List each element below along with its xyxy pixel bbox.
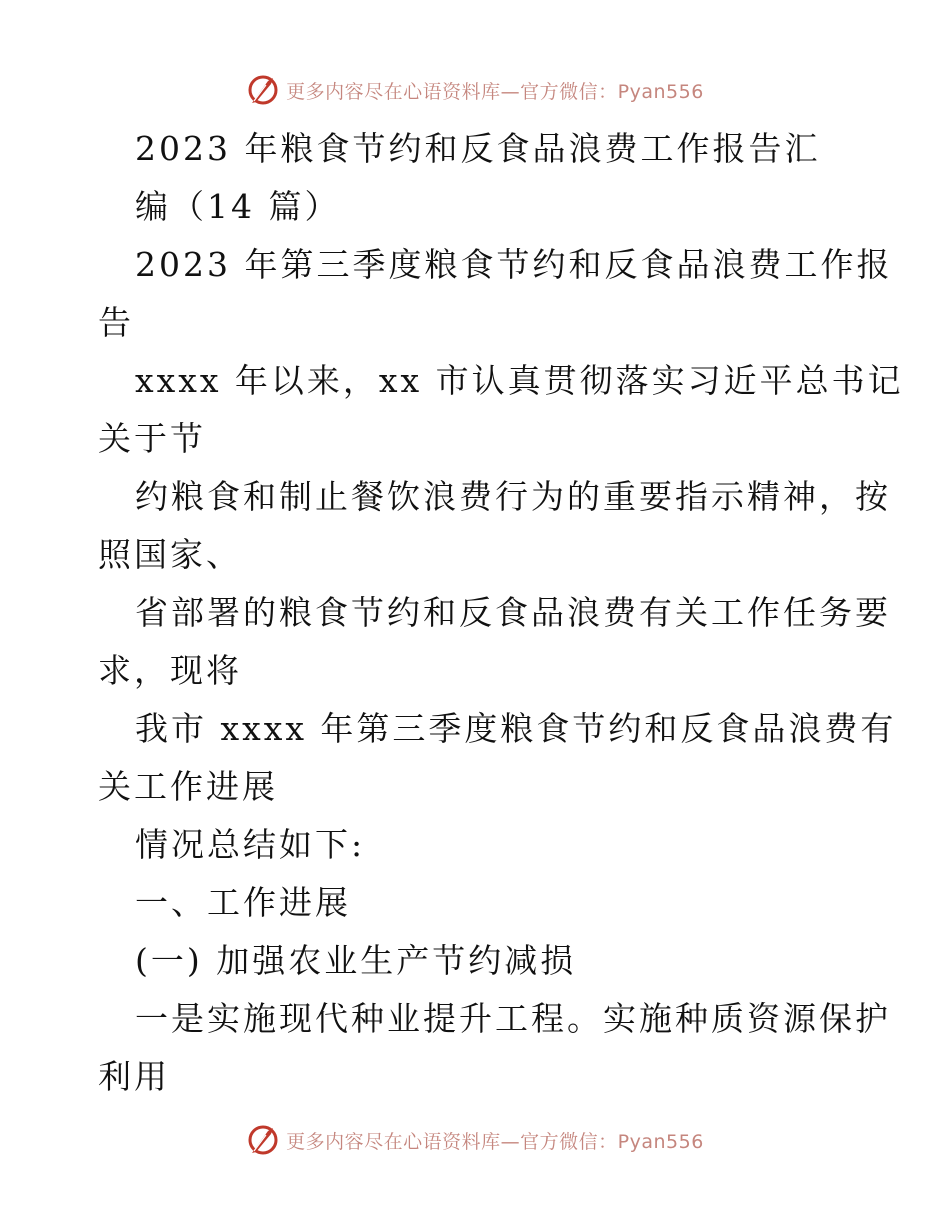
paragraph-line: xxxx 年以来，xx 市认真贯彻落实习近平总书记	[135, 361, 904, 400]
paragraph-line: 省部署的粮食节约和反食品浪费有关工作任务要	[135, 593, 891, 632]
paragraph-line: 利用	[98, 1057, 170, 1096]
doc-title-line-1: 2023 年粮食节约和反食品浪费工作报告汇	[135, 129, 821, 168]
footer-banner	[0, 1120, 950, 1160]
subheading-agriculture: (一) 加强农业生产节约减损	[135, 941, 577, 980]
header-banner-text: 更多内容尽在心语资料库—官方微信：Pyan556	[286, 80, 704, 103]
paragraph-line: 情况总结如下:	[135, 825, 366, 864]
quill-pen-icon	[246, 1123, 280, 1157]
paragraph-line: 我市 xxxx 年第三季度粮食节约和反食品浪费有	[135, 709, 897, 748]
paragraph-line: 关工作进展	[98, 767, 278, 806]
heading-work-progress: 一、工作进展	[135, 883, 351, 922]
section-title-line-1: 2023 年第三季度粮食节约和反食品浪费工作报	[135, 245, 893, 284]
paragraph-line: 约粮食和制止餐饮浪费行为的重要指示精神，按	[135, 477, 891, 516]
document-body	[98, 120, 904, 1106]
doc-title-line-2: 编（14 篇）	[135, 187, 341, 226]
paragraph-line: 求，现将	[98, 651, 242, 690]
paragraph-line: 一是实施现代种业提升工程。实施种质资源保护	[135, 999, 891, 1038]
paragraph-line: 照国家、	[98, 535, 242, 574]
footer-banner-text: 更多内容尽在心语资料库—官方微信：Pyan556	[286, 1130, 704, 1153]
paragraph-line: 关于节	[98, 419, 206, 458]
quill-pen-icon	[246, 73, 280, 107]
section-title-line-2: 告	[98, 303, 134, 342]
header-banner	[0, 70, 950, 110]
